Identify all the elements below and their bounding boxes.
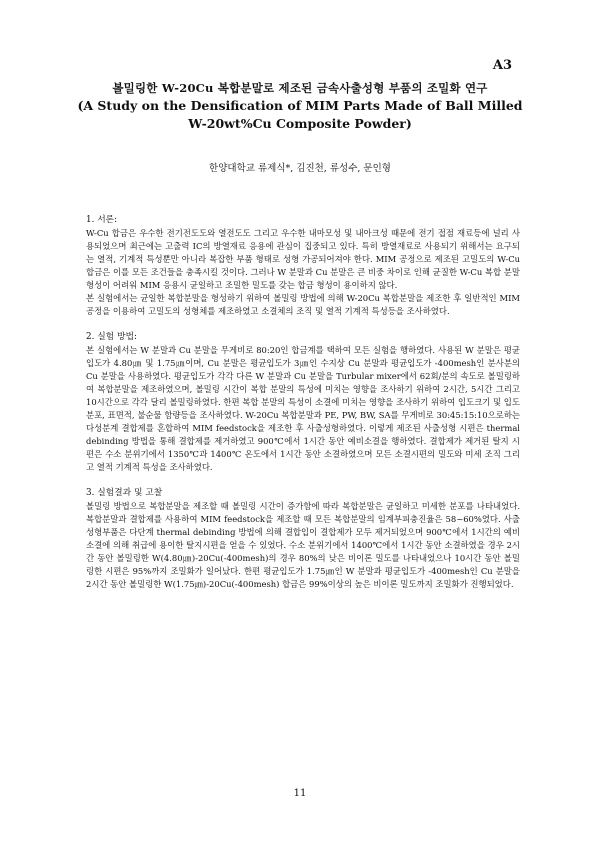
title-korean: 볼밀링한 W-20Cu 복합분말로 제조된 금속사출성형 부품의 조밀화 연구 xyxy=(112,81,488,95)
page-number: 11 xyxy=(293,788,307,799)
title-english-line-2: W-20wt%Cu Composite Powder) xyxy=(188,116,412,131)
title-english-line-1: (A Study on the Densification of MIM Parts Made of Ball Milled xyxy=(77,98,523,113)
method-heading: 2. 실험 방법: xyxy=(86,332,137,342)
authors: 한양대학교 류제식*, 김진천, 류성수, 문인형 xyxy=(209,163,391,174)
body-text xyxy=(86,214,520,591)
method-paragraph-1: 본 실험에서는 W 분말과 Cu 분말을 무게비로 80:20인 합금계를 택하여 모든 실험을 행하였다. 사용된 W 분말은 평균입도가 4.80㎛ 및 1.75㎛이며, Cu 분말은 평균입도가 3㎛인 수지상 Cu 분말과 평균입도가 -400mesh인 분사분의 Cu 분말을 사용하였다. 평균입도가 각각 다른 W 분말과 Cu 분말을 Turbular mixer에서 62회/분의 속도로 볼밀링하여 복합분말을 제조하였으며, 볼밀링 시간이 복합 분말의 특성에 미치는 영향을 조사하기 위하여 2시간, 5시간 그리고 10시간으로 각각 달리 볼밀링하였다. 한편 복합 분말의 특성이 소결에 미치는 영향을 조사하기 위하여 입도크기 및 입도분포, 표면적, 불순물 함량등을 조사하였다. W-20Cu 복합분말과 PE, PW, BW, SA를 무게비로 30:45:15:10으로하는 다성분계 결합제를 혼합하여 MIM feedstock을 제조한 후 사출성형하였다. 이렇게 제조된 사출성형 시편은 thermal debinding 방법을 통해 결합제를 제거하였고 900℃에서 1시간 동안 예비소결을 행하였다. 결합제가 제거된 탈지 시편은 수소 분위기에서 1350℃과 1400℃ 온도에서 1시간 동안 소결하였으며 모든 소결시편의 밀도와 미세 조직 그리고 열적 기계적 특성을 조사하였다. xyxy=(86,345,520,472)
intro-paragraph-2: 본 실험에서는 균일한 복합분말을 형성하기 위하여 볼밀링 방법에 의해 W-20Cu 복합분말을 제조한 후 일반적인 MIM 공정을 이용하여 고밀도의 성형체를 제조하였고 소결체의 조직 및 열적 기계적 특성등을 조사하였다. xyxy=(86,293,520,316)
title-block xyxy=(60,80,540,132)
paper-code: A3 xyxy=(492,58,512,73)
intro-paragraph-1: W-Cu 합금은 우수한 전기전도도와 열전도도 그리고 우수한 내마모성 및 내아크성 때문에 전기 접점 재료등에 널리 사용되었으며 최근에는 고출력 IC의 방열재료 응용에 관심이 집중되고 있다. 특히 방열재료로 사용되기 위해서는 요구되는 열적, 기계적 특성뿐만 아니라 복잡한 부품 형태로 성형 가공되어져야 한다. MIM 공정으로 제조된 고밀도의 W-Cu 합금은 이를 모든 조건들을 충족시킬 것이다. 그러나 W 분말과 Cu 분말은 큰 비중 차이로 인해 균질한 W-Cu 복합 분말 형성이 어려워 MIM 응용시 균일하고 조밀한 밀도를 갖는 합금 형성이 용이하지 않다. xyxy=(86,228,520,290)
results-heading: 3. 실험결과 및 고찰 xyxy=(86,488,163,498)
results-paragraph-1: 볼밀링 방법으로 복합분말을 제조할 때 볼밀링 시간이 증가함에 따라 복합분말은 균일하고 미세한 분포를 나타내었다. 복합분말과 결합제를 사용하여 MIM feedstock을 제조할 때 모든 복합분말의 임계부피충진율은 58~60%였다. 사출성형부품은 다단계 thermal debinding 방법에 의해 결합입이 결합제가 모두 제거되었으며 900℃에서 1시간의 예비소결에 의해 취급에 용이한 탈지시편을 얻을 수 있었다. 수소 분위기에서 1400℃에서 1시간 동안 소결하였을 경우 2시간 동안 볼밀링한 W(4.80㎛)-20Cu(-400mesh)의 경우 80%의 낮은 비이론 밀도를 나타내었으나 10시간 동안 볼밀링한 시편은 95%까지 조밀화가 일어났다. 한편 평균입도가 1.75㎛인 W 분말과 평균입도가 -400mesh인 Cu 분말을 2시간 동안 볼밀링한 W(1.75㎛)-20Cu(-400mesh) 합금은 99%이상의 높은 비이론 밀도까지 조밀화가 진행되었다. xyxy=(86,501,520,589)
intro-heading: 1. 서론: xyxy=(86,215,118,225)
